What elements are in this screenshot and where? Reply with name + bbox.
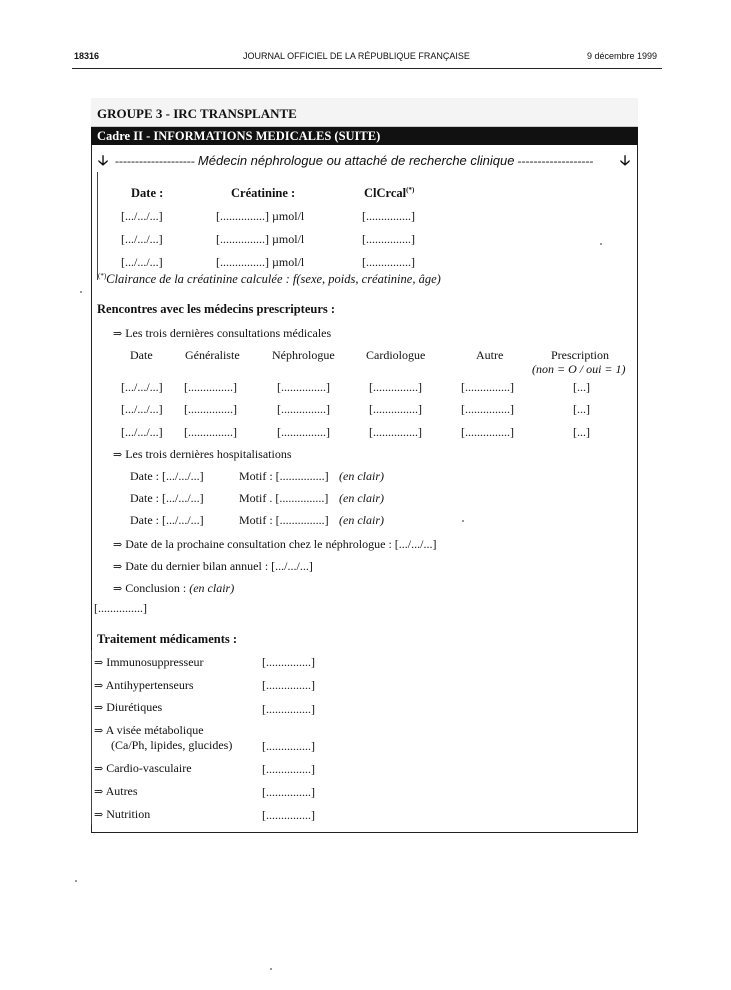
creat-footnote: (*)Clairance de la créatinine calculée : f(sexe, poids, créatinine, âge)	[98, 272, 441, 287]
creat-row-clcrcal[interactable]: [...............]	[362, 209, 415, 223]
treatment-label: Cardio-vasculaire	[106, 761, 192, 775]
treatment-item	[94, 700, 162, 715]
consult-cell-prescription[interactable]: [...]	[573, 425, 590, 439]
hosp-en-clair: (en clair)	[339, 469, 384, 483]
treatment-label: Immunosuppresseur	[106, 655, 204, 669]
treatment-label: A visée métabolique	[105, 723, 204, 737]
arrow-right-icon: ⇒	[113, 328, 123, 340]
treatment-label: Diurétiques	[106, 700, 163, 714]
arrow-right-icon: ⇒	[94, 809, 104, 821]
hosp-date[interactable]: Date : [.../.../...]	[130, 491, 204, 505]
creat-header-creatinine: Créatinine :	[231, 186, 296, 200]
creat-row-date[interactable]: [.../.../...]	[121, 209, 163, 223]
consult-cell-generaliste[interactable]: [...............]	[184, 380, 237, 394]
treatment-item	[94, 784, 138, 799]
treatment-label-detail: (Ca/Ph, lipides, glucides)	[111, 738, 233, 752]
last-review-line	[113, 559, 313, 574]
arrow-right-icon: ⇒	[94, 786, 104, 798]
arrow-right-icon: ⇒	[94, 763, 104, 775]
page-number: 18316	[74, 51, 100, 61]
hosp-en-clair: (en clair)	[339, 491, 384, 505]
conclusion-en-clair: (en clair)	[189, 581, 235, 595]
creat-row-date[interactable]: [.../.../...]	[121, 232, 163, 246]
treatment-field[interactable]: [...............]	[262, 678, 315, 692]
consult-cell-prescription[interactable]: [...]	[573, 380, 590, 394]
consult-cell-date[interactable]: [.../.../...]	[121, 402, 163, 416]
consult-cell-nephrologue[interactable]: [...............]	[277, 425, 330, 439]
treatment-item	[94, 723, 204, 738]
consult-cell-generaliste[interactable]: [...............]	[184, 425, 237, 439]
treatment-item	[94, 655, 204, 670]
creat-row-value[interactable]: [...............] µmol/l	[216, 255, 305, 269]
arrow-right-icon: ⇒	[94, 680, 104, 692]
consult-header-autre: Autre	[476, 348, 504, 362]
treatment-label: Autres	[105, 784, 138, 798]
down-arrow-icon: 🡣	[98, 154, 109, 169]
consult-cell-generaliste[interactable]: [...............]	[184, 402, 237, 416]
journal-title: JOURNAL OFFICIEL DE LA RÉPUBLIQUE FRANÇAISE	[243, 51, 470, 61]
scan-speck	[75, 880, 77, 882]
treatment-label: Nutrition	[106, 807, 151, 821]
consult-header-cardiologue: Cardiologue	[366, 348, 426, 362]
hosp-motif[interactable]: Motif . [...............]	[239, 491, 329, 505]
treatment-item	[94, 761, 192, 776]
arrow-right-icon: ⇒	[113, 583, 123, 595]
arrow-right-icon: ⇒	[113, 561, 123, 573]
form-subtitle: Cadre II - INFORMATIONS MEDICALES (SUITE)	[97, 129, 381, 143]
physician-dashes-left: --------------------	[115, 154, 195, 168]
treatment-field[interactable]: [...............]	[262, 702, 315, 716]
treatment-field[interactable]: [...............]	[262, 762, 315, 776]
consult-cell-cardiologue[interactable]: [...............]	[369, 425, 422, 439]
form-title-bar	[91, 98, 638, 127]
treatment-field[interactable]: [...............]	[262, 785, 315, 799]
arrow-right-icon: ⇒	[113, 449, 123, 461]
physician-dashes-right: -------------------	[517, 154, 594, 168]
consult-cell-prescription[interactable]: [...]	[573, 402, 590, 416]
consult-cell-autre[interactable]: [...............]	[461, 402, 514, 416]
treatment-field[interactable]: [...............]	[262, 655, 315, 669]
conclusion-field[interactable]: [...............]	[94, 601, 147, 615]
hosp-title: Les trois dernières hospitalisations	[125, 447, 292, 461]
hosp-en-clair: (en clair)	[339, 513, 384, 527]
hosp-motif[interactable]: Motif : [...............]	[239, 513, 329, 527]
consult-cell-cardiologue[interactable]: [...............]	[369, 402, 422, 416]
treatment-field[interactable]: [...............]	[262, 739, 315, 753]
conclusion-line	[113, 581, 234, 596]
creat-header-date: Date :	[131, 186, 164, 200]
conclusion-label: Conclusion :	[125, 581, 187, 595]
consult-cell-date[interactable]: [.../.../...]	[121, 380, 163, 394]
consult-header-prescription-legend: (non = O / oui = 1)	[532, 362, 626, 376]
treatment-item	[94, 807, 150, 822]
arrow-right-icon: ⇒	[113, 539, 123, 551]
consult-title-line	[113, 326, 331, 341]
issue-date: 9 décembre 1999	[587, 51, 658, 61]
treatment-title: Traitement médicaments :	[97, 632, 238, 646]
arrow-right-icon: ⇒	[94, 702, 104, 714]
treatment-item	[94, 678, 194, 693]
arrow-right-icon: ⇒	[94, 725, 104, 737]
scan-speck	[462, 520, 464, 522]
arrow-right-icon: ⇒	[94, 657, 104, 669]
creat-row-value[interactable]: [...............] µmol/l	[216, 209, 305, 223]
creat-row-value[interactable]: [...............] µmol/l	[216, 232, 305, 246]
hosp-date[interactable]: Date : [.../.../...]	[130, 513, 204, 527]
consult-cell-cardiologue[interactable]: [...............]	[369, 380, 422, 394]
creat-row-clcrcal[interactable]: [...............]	[362, 255, 415, 269]
consult-cell-autre[interactable]: [...............]	[461, 380, 514, 394]
last-review-field[interactable]: Date du dernier bilan annuel : [.../.../...]	[125, 559, 313, 573]
consult-header-prescription: Prescription	[551, 348, 609, 362]
next-consult-field[interactable]: Date de la prochaine consultation chez le néphrologue : [.../.../...]	[125, 537, 437, 551]
meetings-title: Rencontres avec les médecins prescripteurs :	[97, 302, 336, 316]
physician-label: Médecin néphrologue ou attaché de recherche clinique	[197, 153, 515, 168]
scan-speck	[600, 243, 602, 245]
physician-line	[115, 153, 593, 169]
consult-header-nephrologue: Néphrologue	[272, 348, 335, 362]
header-rule	[72, 68, 662, 69]
creat-row-date[interactable]: [.../.../...]	[121, 255, 163, 269]
hosp-title-line	[113, 447, 292, 462]
consult-header-generaliste: Généraliste	[185, 348, 240, 362]
consult-title: Les trois dernières consultations médicales	[125, 326, 332, 340]
scan-speck	[80, 291, 82, 293]
left-margin-line	[97, 172, 98, 280]
hosp-motif[interactable]: Motif : [...............]	[239, 469, 329, 483]
creat-row-clcrcal[interactable]: [...............]	[362, 232, 415, 246]
treatment-label: Antihypertenseurs	[105, 678, 194, 692]
form-title: GROUPE 3 - IRC TRANSPLANTE	[97, 106, 297, 121]
form-subtitle-bar	[91, 127, 638, 145]
treatment-field[interactable]: [...............]	[262, 808, 315, 822]
consult-header-date: Date	[130, 348, 153, 362]
creat-header-clcrcal: ClCrcal(*)	[364, 186, 415, 201]
consult-cell-autre[interactable]: [...............]	[461, 425, 514, 439]
left-margin-line	[91, 650, 92, 825]
scan-speck	[270, 968, 272, 970]
hosp-date[interactable]: Date : [.../.../...]	[130, 469, 204, 483]
consult-cell-date[interactable]: [.../.../...]	[121, 425, 163, 439]
consult-cell-nephrologue[interactable]: [...............]	[277, 380, 330, 394]
next-consult-line	[113, 537, 436, 552]
consult-cell-nephrologue[interactable]: [...............]	[277, 402, 330, 416]
down-arrow-icon: 🡣	[620, 154, 631, 169]
